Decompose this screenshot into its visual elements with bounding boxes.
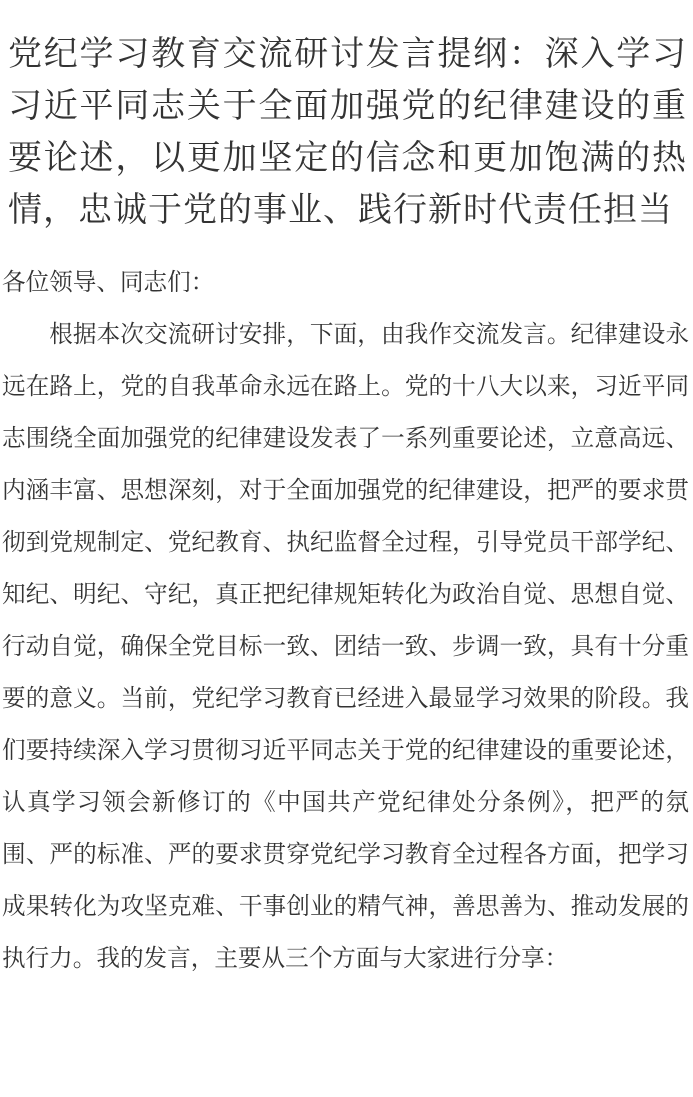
greeting: 各位领导、同志们：: [2, 268, 215, 296]
article-body: [0, 256, 693, 984]
body-paragraph: 根据本次交流研讨安排，下面，由我作交流发言。纪律建设永远在路上，党的自我革命永远在路上。党的十八大以来，习近平同志围绕全面加强党的纪律建设发表了一系列重要论述，立意高远、内涵丰富、思想深刻，对于全面加强党的纪律建设，把严的要求贯彻到党规制定、党纪教育、执纪监督全过程，引导党员干部学纪、知纪、明纪、守纪，真正把纪律规矩转化为政治自觉、思想自觉、行动自觉，确保全党目标一致、团结一致、步调一致，具有十分重要的意义。当前，党纪学习教育已经进入最显学习效果的阶段。我们要持续深入学习贯彻习近平同志关于党的纪律建设的重要论述，认真学习领会新修订的《中国共产党纪律处分条例》，把严的氛围、严的标准、严的要求贯穿党纪学习教育全过程各方面，把学习成果转化为攻坚克难、干事创业的精气神，善思善为、推动发展的执行力。我的发言，主要从三个方面与大家进行分享：: [2, 320, 689, 972]
article-title: 党纪学习教育交流研讨发言提纲：深入学习习近平同志关于全面加强党的纪律建设的重要论述，以更加坚定的信念和更加饱满的热情，忠诚于党的事业、践行新时代责任担当: [8, 34, 687, 230]
